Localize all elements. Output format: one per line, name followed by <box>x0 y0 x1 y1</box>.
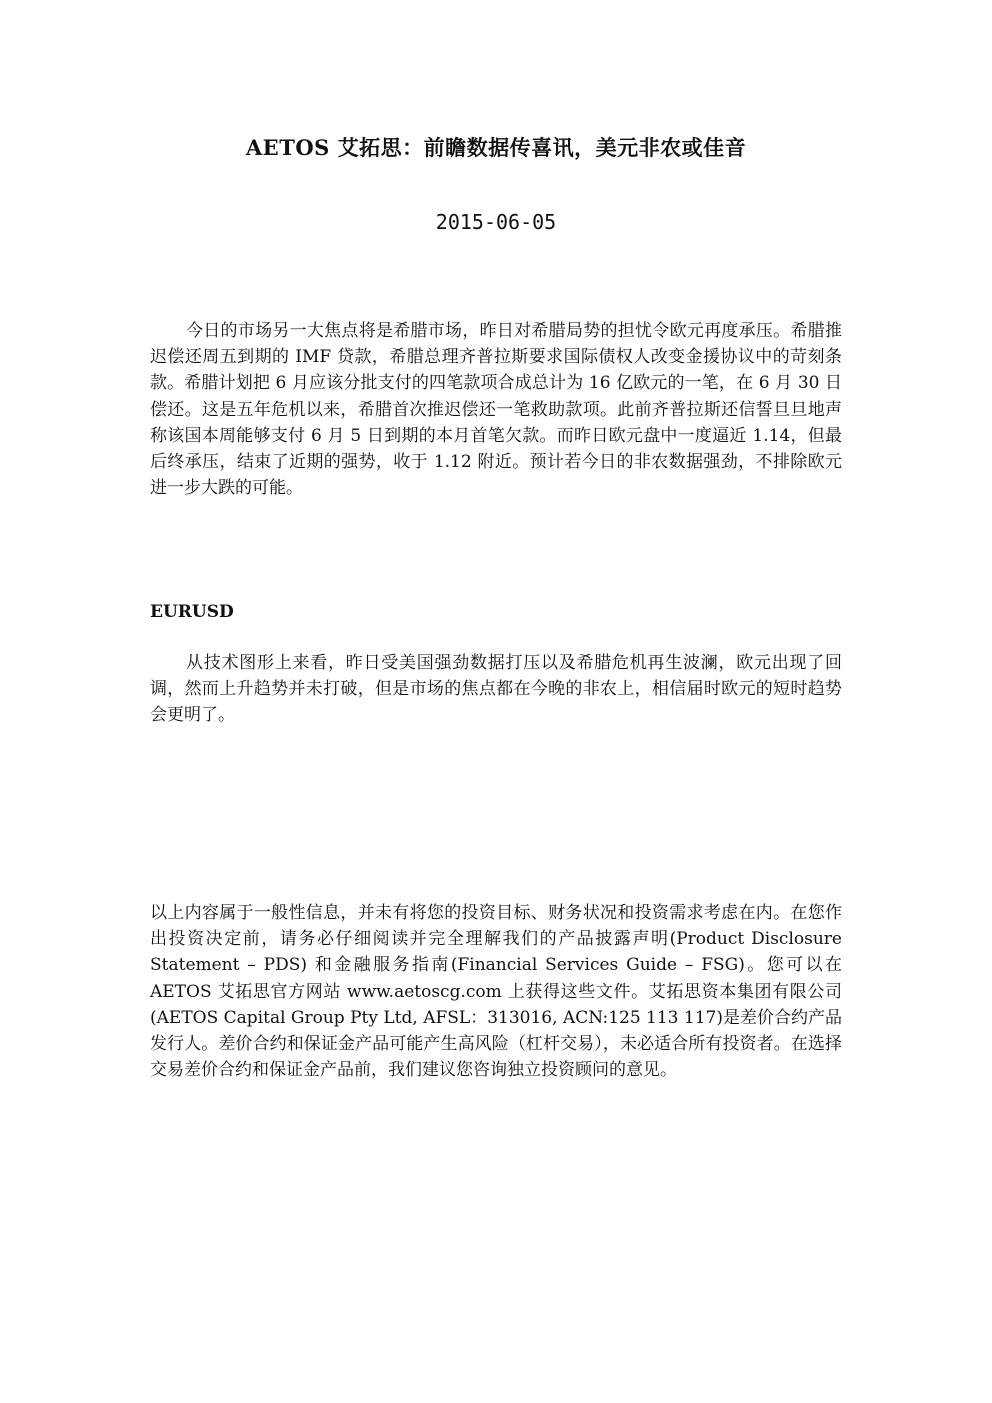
document-title: AETOS 艾拓思：前瞻数据传喜讯，美元非农或佳音 <box>245 135 747 160</box>
disclaimer-paragraph: 以上内容属于一般性信息，并未有将您的投资目标、财务状况和投资需求考虑在内。在您作出投资决定前，请务必仔细阅读并完全理解我们的产品披露声明(Product Disclosure Statement – PDS) 和金融服务指南(Financial Services Guide – FSG)。您可以在 AETOS 艾拓思官方网站 www.aetoscg.com 上获得这些文件。艾拓思资本集团有限公司(AETOS Capital Group Pty Ltd, AFSL：313016, ACN:125 113 117)是差价合约产品发行人。差价合约和保证金产品可能产生高风险（杠杆交易），未必适合所有投资者。在选择交易差价合约和保证金产品前，我们建议您咨询独立投资顾问的意见。 <box>150 903 842 1081</box>
technical-paragraph: 从技术图形上来看，昨日受美国强劲数据打压以及希腊危机再生波澜，欧元出现了回调，然而上升趋势并未打破，但是市场的焦点都在今晚的非农上，相信届时欧元的短时趋势会更明了。 <box>150 653 842 726</box>
document-date: 2015-06-05 <box>435 210 557 234</box>
section-heading-eurusd: EURUSD <box>150 602 234 622</box>
market-paragraph: 今日的市场另一大焦点将是希腊市场，昨日对希腊局势的担忧令欧元再度承压。希腊推迟偿还周五到期的 IMF 贷款，希腊总理齐普拉斯要求国际债权人改变金援协议中的苛刻条款。希腊计划把 6 月应该分批支付的四笔款项合成总计为 16 亿欧元的一笔，在 6 月 30 日偿还。这是五年危机以来，希腊首次推迟偿还一笔救助款项。此前齐普拉斯还信誓旦旦地声称该国本周能够支付 6 月 5 日到期的本月首笔欠款。而昨日欧元盘中一度逼近 1.14，但最后终承压，结束了近期的强势，收于 1.12 附近。预计若今日的非农数据强劲，不排除欧元进一步大跌的可能。 <box>150 321 842 499</box>
